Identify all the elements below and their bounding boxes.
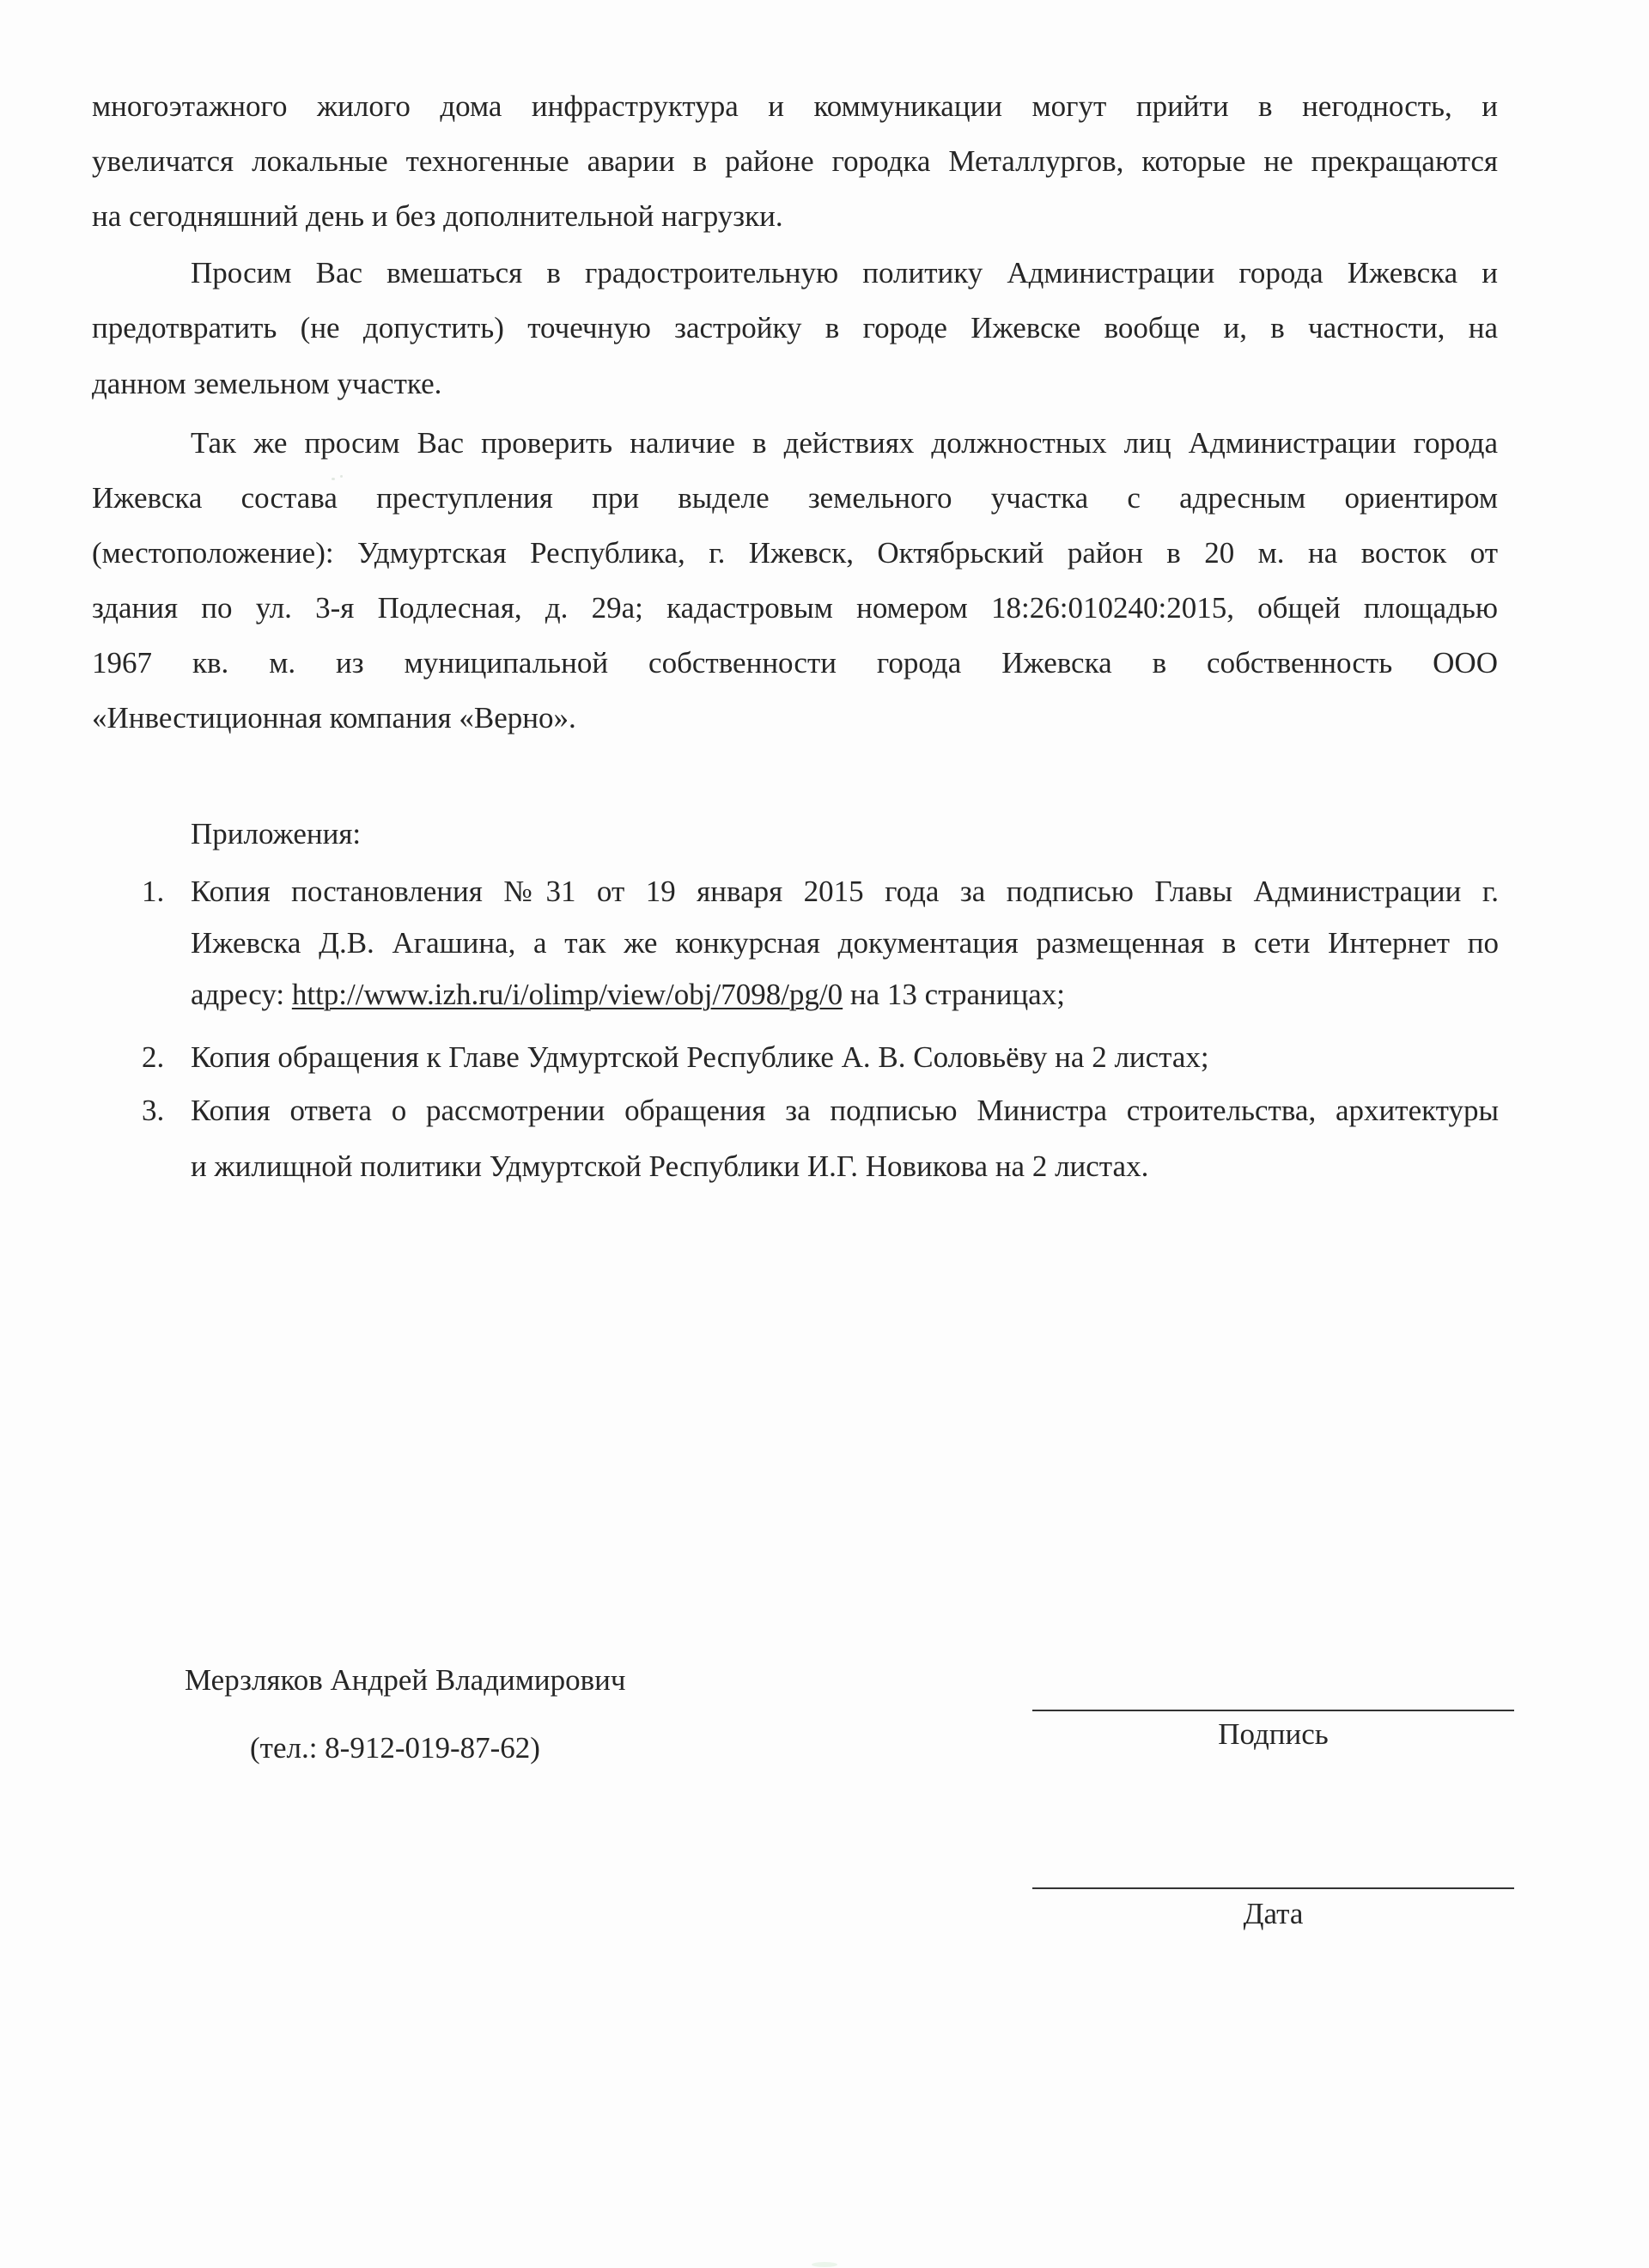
- text-line: данном земельном участке.: [92, 367, 442, 400]
- list-number: 2.: [142, 1040, 165, 1074]
- text-line: Просим Вас вмешаться в градостроительную политику Администрации города Ижевска и: [191, 256, 1498, 290]
- attachments-heading: Приложения:: [191, 817, 362, 850]
- signature-label: Подпись: [1218, 1717, 1329, 1751]
- text-line: Копия обращения к Главе Удмуртской Республике А. В. Соловьёву на 2 листах;: [191, 1040, 1209, 1074]
- pages-suffix: на 13 страницах;: [843, 978, 1065, 1011]
- scan-speck: [340, 475, 343, 478]
- text-line: предотвратить (не допустить) точечную застройку в городе Ижевске вообще и, в частности, на: [92, 311, 1498, 344]
- text-line: Ижевска состава преступления при выделе земельного участка с адресным ориентиром: [92, 481, 1498, 515]
- text-line: Ижевска Д.В. Агашина, а так же конкурсная документация размещенная в сети Интернет по: [191, 926, 1499, 960]
- list-number: 1.: [142, 875, 165, 908]
- list-number: 3.: [142, 1094, 165, 1127]
- text-line: здания по ул. 3-я Подлесная, д. 29а; кадастровым номером 18:26:010240:2015, общей площадью: [92, 591, 1498, 625]
- text-line: «Инвестиционная компания «Верно».: [92, 701, 576, 735]
- date-rule: [1032, 1887, 1514, 1889]
- text-line: [191, 978, 1065, 1012]
- text-line: Копия постановления №31 от 19 января 2015 года за подписью Главы Администрации г.: [191, 875, 1499, 908]
- scan-mark: [812, 2262, 837, 2267]
- scan-speck: [332, 478, 335, 480]
- text-line: увеличатся локальные техногенные аварии в районе городка Металлургов, которые не прекращаются: [92, 144, 1498, 178]
- author-phone: (тел.: 8-912-019-87-62): [250, 1731, 540, 1765]
- signature-rule: [1032, 1710, 1514, 1711]
- text-line: Копия ответа о рассмотрении обращения за подписью Министра строительства, архитектуры: [191, 1094, 1499, 1127]
- date-label: Дата: [1243, 1897, 1304, 1930]
- address-prefix: адресу:: [191, 978, 292, 1011]
- text-line: 1967 кв. м. из муниципальной собственности города Ижевска в собственность ООО: [92, 646, 1498, 680]
- text-line: на сегодняшний день и без дополнительной нагрузки.: [92, 199, 783, 233]
- text-line: (местоположение): Удмуртская Республика, г. Ижевск, Октябрьский район в 20 м. на восток от: [92, 536, 1498, 570]
- text-line: многоэтажного жилого дома инфраструктура и коммуникации могут прийти в негодность, и: [92, 89, 1498, 123]
- olimp-url-link[interactable]: http://www.izh.ru/i/olimp/view/obj/7098/pg/0: [291, 978, 843, 1011]
- text-line: Так же просим Вас проверить наличие в действиях должностных лиц Администрации города: [191, 426, 1498, 460]
- author-name: Мерзляков Андрей Владимирович: [185, 1663, 626, 1697]
- text-line: и жилищной политики Удмуртской Республики И.Г. Новикова на 2 листах.: [191, 1149, 1149, 1183]
